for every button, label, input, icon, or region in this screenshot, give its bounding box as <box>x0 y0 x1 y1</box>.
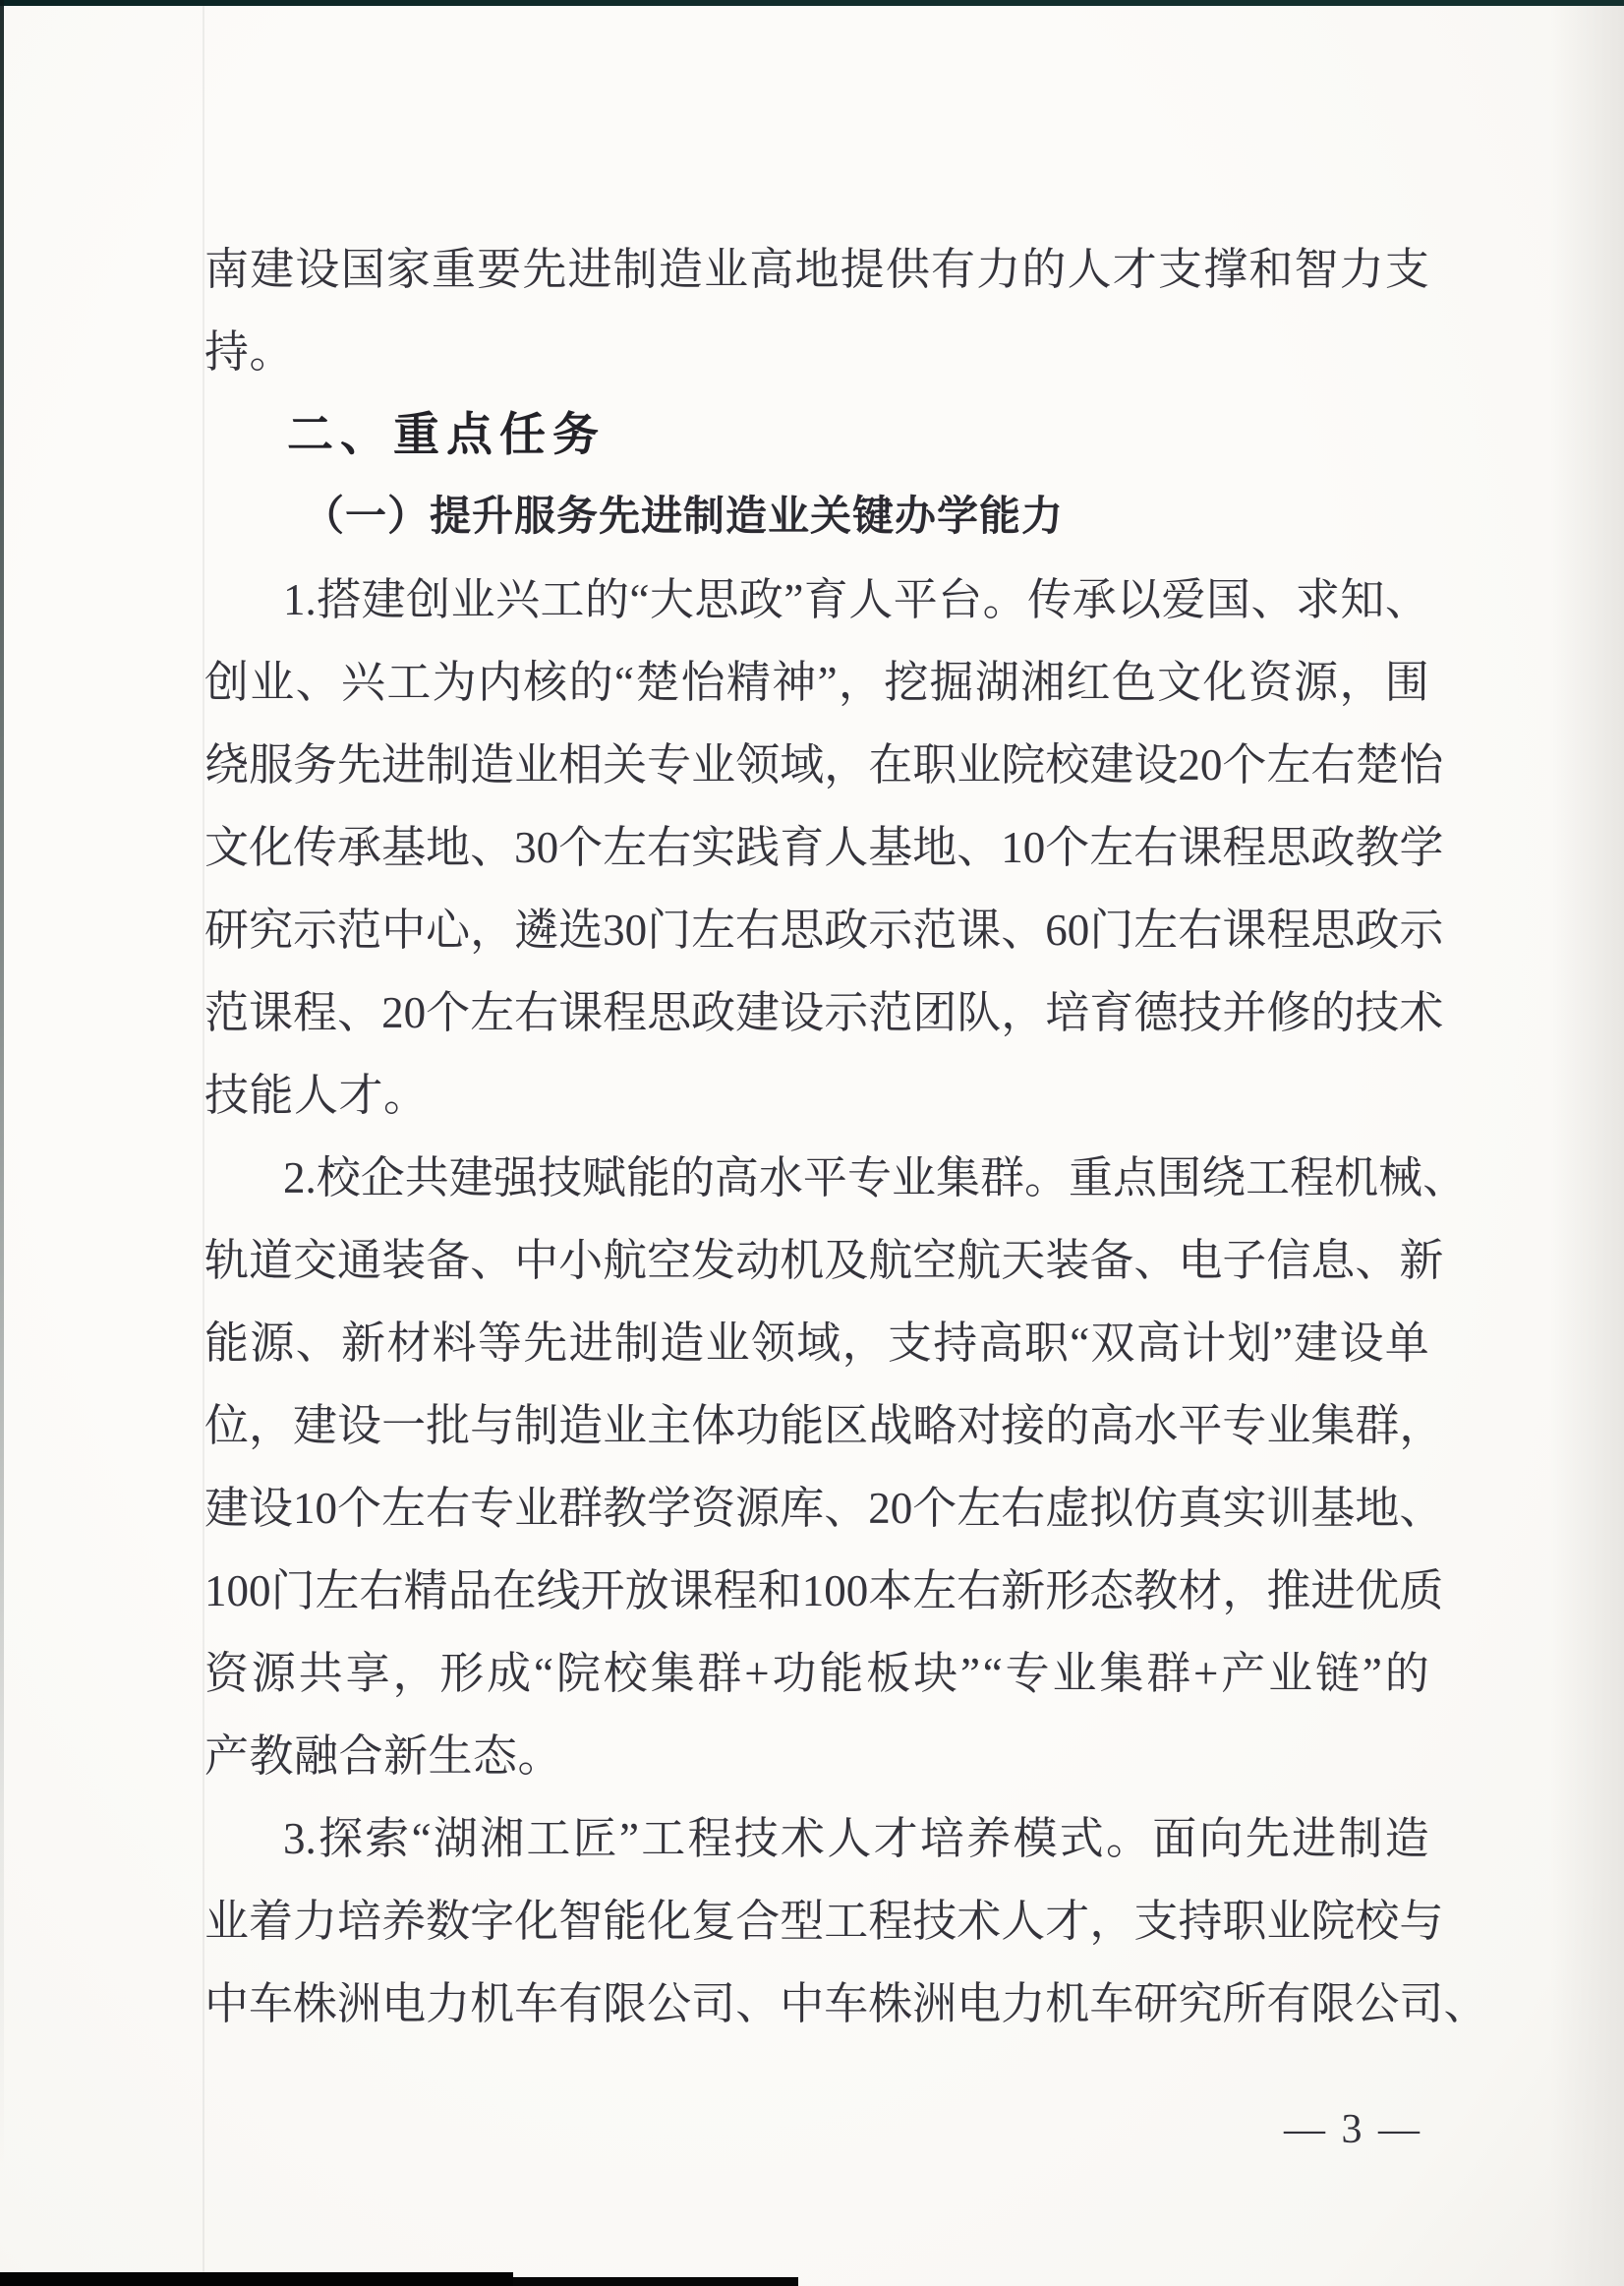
text-line: 100 门 左 右 精 品 在 线 开 放 课 程 和 100 本 左 右 新 形 态 教 材 ， 推 进 优 质 <box>204 1566 1444 1615</box>
text-line: 业 着 力 培 养 数 字 化 智 能 化 复 合 型 工 程 技 术 人 才 ， 支 持 职 业 院 校 与 <box>204 1897 1444 1946</box>
text-line: 轨 道 交 通 装 备 、 中 小 航 空 发 动 机 及 航 空 航 天 装 备 、 电 子 信 息 、 新 <box>204 1236 1444 1285</box>
text-line: 资 源 共 享 ， 形 成 “ 院 校 集 群 + 功 能 板 块 ” “ 专 业 集 群 + 产 业 链 ” 的 <box>204 1649 1429 1698</box>
text-line: 3. 探 索 “ 湖 湘 工 匠 ” 工 程 技 术 人 才 培 养 模 式 。 面 向 先 进 制 造 <box>283 1814 1429 1863</box>
document-body-text <box>204 228 1488 2045</box>
text-line: 2. 校 企 共 建 强 技 赋 能 的 高 水 平 专 业 集 群 。 重 点 围 绕 工 程 机 械 、 <box>283 1153 1468 1202</box>
section-heading: 二、重点任务 <box>287 408 606 460</box>
text-line: 南 建 设 国 家 重 要 先 进 制 造 业 高 地 提 供 有 力 的 人 才 支 撑 和 智 力 支 <box>204 245 1429 294</box>
text-line: 产教融合新生态。 <box>204 1731 563 1781</box>
text-line: 持。 <box>204 327 295 377</box>
text-line: 1. 搭 建 创 业 兴 工 的 “ 大 思 政 ” 育 人 平 台 。 传 承 以 爱 国 、 求 知 、 <box>283 575 1429 624</box>
text-line: 技能人才。 <box>204 1071 429 1120</box>
text-line: 位 ， 建 设 一 批 与 制 造 业 主 体 功 能 区 战 略 对 接 的 高 水 平 专 业 集 群 ， <box>204 1401 1444 1450</box>
scan-edge-top-band <box>0 0 1624 6</box>
text-line: 文 化 传 承 基 地 、 30 个 左 右 实 践 育 人 基 地 、 10 个 左 右 课 程 思 政 教 学 <box>204 823 1444 872</box>
scan-edge-bottom-band-thick <box>0 2272 513 2286</box>
text-line: 范 课 程 、 20 个 左 右 课 程 思 政 建 设 示 范 团 队 ， 培 育 德 技 并 修 的 技 术 <box>204 988 1444 1037</box>
scan-edge-left-band <box>0 0 4 2286</box>
text-line: 研 究 示 范 中 心 ， 遴 选 30 门 左 右 思 政 示 范 课 、 60 门 左 右 课 程 思 政 示 <box>204 906 1444 955</box>
text-line: 绕 服 务 先 进 制 造 业 相 关 专 业 领 域 ， 在 职 业 院 校 建 设 20 个 左 右 楚 怡 <box>204 740 1444 790</box>
text-line: 能 源 、 新 材 料 等 先 进 制 造 业 领 域 ， 支 持 高 职 “ 双 高 计 划 ” 建 设 单 <box>204 1319 1429 1368</box>
text-line: 建 设 10 个 左 右 专 业 群 教 学 资 源 库 、 20 个 左 右 虚 拟 仿 真 实 训 基 地 、 <box>204 1484 1444 1533</box>
page-number: — 3 — <box>1284 2107 1422 2152</box>
scan-edge-right-shading <box>1550 0 1624 2286</box>
text-line: 中 车 株 洲 电 力 机 车 有 限 公 司 、 中 车 株 洲 电 力 机 车 研 究 所 有 限 公 司 、 <box>204 1979 1488 2028</box>
text-line: 创 业 、 兴 工 为 内 核 的 “ 楚 怡 精 神 ” ， 挖 掘 湖 湘 红 色 文 化 资 源 ， 围 <box>204 658 1429 707</box>
subsection-heading: （一）提升服务先进制造业关键办学能力 <box>303 495 1065 540</box>
